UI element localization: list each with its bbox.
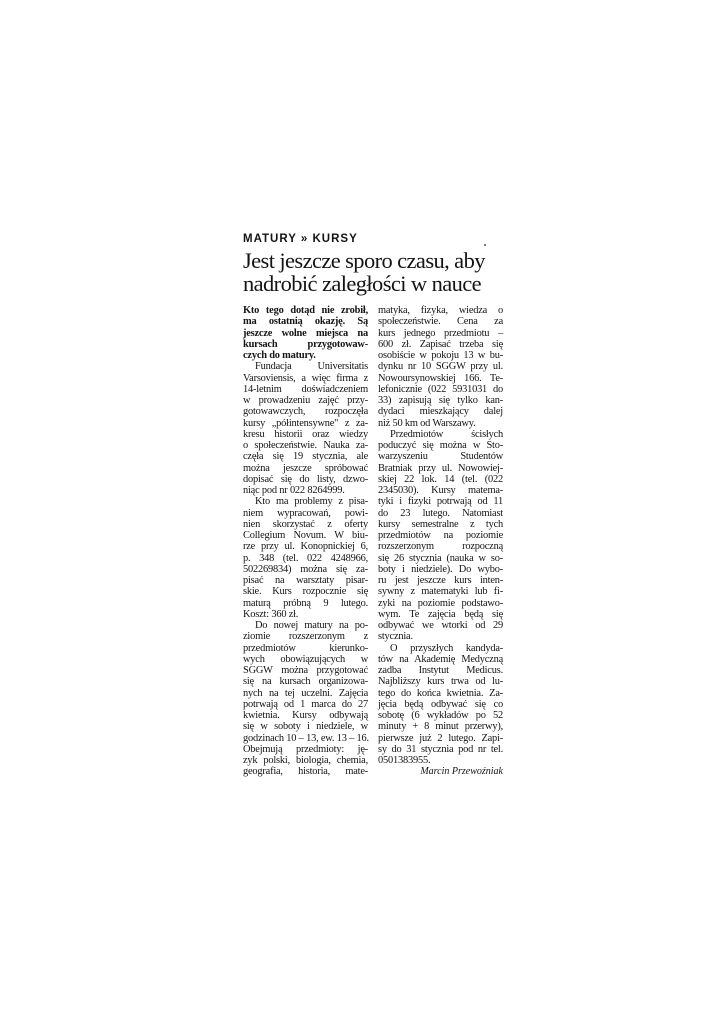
print-speck (484, 244, 486, 246)
text-line: o społeczeństwie. Nauka za- (243, 440, 368, 451)
text-line: przedmiotów kierunko- (243, 642, 368, 654)
text-line: społeczeństwie. Cena za (378, 316, 503, 328)
author-byline: Marcin Przewoźniak (420, 766, 503, 778)
text-line: się na kursach organizowa- (243, 676, 368, 688)
text-line: O przyszłych kandyda- (390, 642, 503, 654)
text-line: Fundacja Universitatis (255, 361, 368, 373)
text-line: stycznia. (378, 631, 413, 643)
text-line: jeszcze wolne miejsca na (243, 327, 368, 339)
text-line: się w soboty i niedziele, w (243, 721, 368, 733)
text-line: warzyszeniu Studentów (378, 451, 503, 463)
article-headline (243, 249, 503, 295)
text-line: Do nowej matury na po- (255, 620, 368, 631)
text-line: tów na Akademię Medyczną (378, 653, 503, 665)
text-line: się 26 stycznia (nauka w so- (378, 552, 503, 564)
text-column-left (243, 305, 368, 778)
text-line: rze przy ul. Konopnickiej 6, (243, 541, 368, 553)
text-line: kurs jednego przedmiotu – (378, 327, 503, 339)
text-line: lefonicznie (022 5931031 do (378, 383, 503, 395)
text-line: matyka, fizyka, wiedza o (378, 305, 503, 316)
text-line: nych na tej uczelni. Zajęcia (243, 687, 368, 699)
text-line: zadba Instytut Medicus. (378, 665, 503, 676)
text-line: wych obowiązujących w (243, 653, 368, 665)
article-body (243, 305, 503, 778)
text-line: kwietnia. Kursy odbywają (243, 710, 368, 721)
text-line: Koszt: 360 zł. (243, 608, 299, 620)
text-line: sywny z matematyki lub fi- (378, 586, 503, 598)
text-line: SGGW można przygotować (243, 665, 368, 676)
text-line: minuty + 8 minut przerwy), (378, 721, 503, 733)
text-line: odbywać we wtorki od 29 (378, 620, 503, 631)
text-line: potrwają od 1 marca do 27 (243, 698, 368, 710)
text-line: ru jest jeszcze kurs inten- (378, 575, 503, 586)
text-line: ziomie rozszerzonym z (243, 631, 368, 643)
text-line: Kto tego dotąd nie zrobił, (243, 305, 368, 316)
text-line: sy do 31 stycznia pod nr tel. (378, 743, 503, 755)
text-line: zyki na poziomie podstawo- (378, 597, 503, 609)
text-line: kursy semestralne z tych (378, 518, 503, 530)
text-line: częła się 19 stycznia, ale (243, 451, 368, 463)
text-line: boty i niedziele). Do wybo- (378, 563, 503, 575)
text-line: 33) zapisują się tylko kan- (378, 395, 503, 406)
text-line: kresu historii oraz wiedzy (243, 428, 368, 440)
text-line: Przedmiotów ścisłych (390, 428, 503, 440)
text-line: dynku nr 10 SGGW przy ul. (378, 361, 503, 373)
text-line: nien skorzystać z oferty (243, 518, 368, 530)
text-line: godzinach 10 – 13, ew. 13 – 16. (243, 732, 369, 744)
text-line: tyki i fizyki potrwają od 11 (378, 496, 503, 508)
text-line: Nowoursynowskiej 166. Te- (378, 372, 503, 384)
text-line: Najbliższy kurs trwa od lu- (378, 676, 503, 688)
text-line: jęcia będą odbywać się co (378, 698, 503, 710)
text-line: można jeszcze spróbować (243, 462, 368, 474)
text-line: osobiście w pokoju 13 w bu- (378, 350, 503, 361)
text-line: wym. Te zajęcia będą się (378, 608, 503, 620)
text-line: skiej 22 lok. 14 (tel. (022 (378, 473, 503, 485)
text-line: tego do końca kwietnia. Za- (378, 687, 503, 699)
text-line: w prowadzeniu zajęć przy- (243, 395, 368, 406)
text-line: czych do matury. (243, 350, 316, 361)
text-line: Obejmują przedmioty: ję- (243, 743, 368, 755)
text-column-right (378, 305, 503, 778)
text-line: sobotę (6 wykładów po 52 (378, 710, 503, 721)
text-line: do 23 lutego. Natomiast (378, 507, 503, 519)
text-line: skie. Kurs rozpocznie się (243, 586, 368, 598)
text-line: niż 50 km od Warszawy. (378, 417, 476, 429)
text-line: p. 348 (tel. 022 4248966, (243, 552, 368, 564)
text-line: zyk polski, biologia, chemia, (243, 755, 368, 766)
text-line: poduczyć się można w Sto- (378, 440, 503, 451)
text-line: pisać na warsztaty pisar- (243, 575, 368, 586)
text-line: rozszerzonym rozpoczną (378, 541, 503, 553)
section-kicker: MATURY » KURSY (243, 233, 358, 245)
text-line: dopisać się do listy, dzwo- (243, 473, 368, 485)
text-line: Varsoviensis, a więc firma z (243, 372, 368, 384)
text-line: maturą próbną 9 lutego. (243, 597, 368, 609)
text-line: Bratniak przy ul. Nowowiej- (378, 462, 503, 474)
headline-line: Jest jeszcze sporo czasu, aby (243, 248, 485, 273)
text-line: 14-letnim doświadczeniem (243, 383, 368, 395)
headline-line: nadrobić zaległości w nauce (243, 271, 482, 296)
text-line: dydaci mieszkający dalej (378, 406, 503, 418)
text-line: niem wypracowań, powi- (243, 507, 368, 519)
text-line: kursy „półintensywne" z za- (243, 417, 368, 429)
text-line: 0501383955. (378, 755, 431, 766)
text-line: Kto ma problemy z pisa- (255, 496, 368, 508)
text-line: przedmiotów na poziomie (378, 530, 503, 541)
text-line: niąc pod nr 022 8264999. (243, 485, 345, 496)
text-line: kursach przygotowaw- (243, 338, 368, 350)
text-line: geografia, historia, mate- (243, 766, 368, 778)
text-line: pierwsze już 2 lutego. Zapi- (378, 732, 503, 744)
text-line: 2345030). Kursy matema- (378, 485, 503, 496)
text-line: gotowawczych, rozpoczęła (243, 406, 368, 418)
text-line: Collegium Novum. W biu- (243, 530, 368, 541)
text-line: 600 zł. Zapisać trzeba się (378, 338, 503, 350)
text-line: ma ostatnią okazję. Są (243, 316, 368, 328)
newspaper-clipping (243, 232, 503, 778)
text-line: 502269834) można się za- (243, 563, 368, 575)
